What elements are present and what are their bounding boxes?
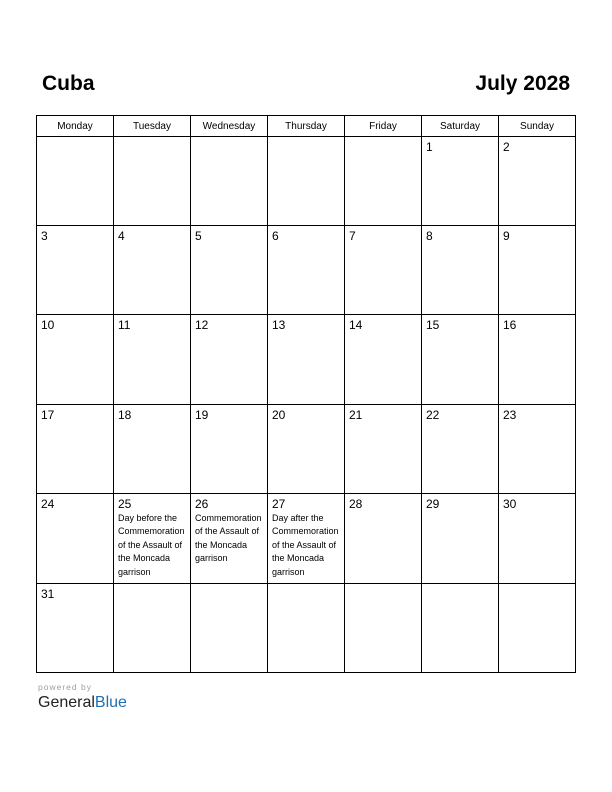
brand-blue: Blue [94,694,127,711]
day-cell [114,226,191,315]
day-cell [422,583,499,672]
day-cell [499,583,576,672]
week-row [37,493,576,583]
day-number: 18 [118,407,132,422]
day-cell [499,493,576,583]
day-cell [422,137,499,226]
day-cell [268,315,345,404]
day-number: 29 [426,496,440,511]
day-cell [499,315,576,404]
day-number: 28 [349,496,363,511]
day-cell [345,137,422,226]
day-number: 7 [349,229,356,244]
day-number: 17 [41,407,55,422]
day-cell [37,137,114,226]
day-number: 16 [503,318,517,333]
brand-logo [38,694,127,712]
day-cell [114,137,191,226]
day-number: 24 [41,496,55,511]
day-cell [191,315,268,404]
day-number: 19 [195,407,209,422]
day-cell [345,226,422,315]
day-number: 2 [503,140,510,154]
day-cell [422,226,499,315]
day-number: 10 [41,318,55,333]
day-number: 15 [426,318,440,333]
day-cell [114,583,191,672]
day-cell [37,583,114,672]
week-row [37,315,576,404]
week-row [37,404,576,493]
day-cell [268,404,345,493]
weekday-header-row [37,116,576,137]
holiday-label: Day after the Commemoration of the Assault of the Moncada garrison [272,512,339,577]
day-cell [37,315,114,404]
day-number: 25 [118,496,132,511]
holiday-label: Commemoration of the Assault of the Moncada garrison [195,512,262,564]
day-number: 27 [272,496,286,511]
calendar-grid [36,115,576,673]
day-cell [499,404,576,493]
day-cell [37,404,114,493]
day-cell [191,404,268,493]
powered-by-text: powered by [38,682,92,692]
week-row [37,583,576,672]
week-row [37,226,576,315]
day-number: 11 [118,318,131,333]
day-cell [422,493,499,583]
day-number: 22 [426,407,440,422]
weekday-header: Tuesday [114,116,191,137]
day-number: 21 [349,407,363,422]
day-cell [191,493,268,583]
weekday-header: Saturday [422,116,499,137]
month-title: July 2028 [475,72,570,95]
day-cell [37,493,114,583]
weekday-header: Monday [37,116,114,137]
day-cell [345,493,422,583]
day-cell [191,583,268,672]
day-number: 4 [118,229,125,244]
day-cell [422,315,499,404]
day-cell [345,315,422,404]
day-number: 1 [426,140,433,154]
day-number: 14 [349,318,363,333]
country-title: Cuba [42,72,95,95]
week-row [37,137,576,226]
day-number: 23 [503,407,517,422]
day-number: 9 [503,229,510,244]
day-cell [499,137,576,226]
weekday-header: Friday [345,116,422,137]
brand-general: General [38,694,95,711]
footer-brand [38,682,127,712]
weekday-header: Wednesday [191,116,268,137]
day-number: 8 [426,229,433,244]
holiday-label: Day before the Commemoration of the Assault of the Moncada garrison [118,512,185,577]
day-cell [268,583,345,672]
day-cell [268,226,345,315]
day-number: 13 [272,318,286,333]
weekday-header: Thursday [268,116,345,137]
day-cell [37,226,114,315]
day-cell [345,404,422,493]
day-cell [422,404,499,493]
weekday-header: Sunday [499,116,576,137]
day-cell [268,137,345,226]
day-number: 30 [503,496,517,511]
day-number: 12 [195,318,209,333]
day-number: 26 [195,496,209,511]
day-number: 6 [272,229,279,244]
day-cell [114,404,191,493]
day-number: 3 [41,229,48,244]
day-cell [114,493,191,583]
day-cell [114,315,191,404]
day-number: 31 [41,586,55,601]
day-cell [345,583,422,672]
day-cell [499,226,576,315]
day-cell [191,137,268,226]
day-number: 20 [272,407,286,422]
day-cell [191,226,268,315]
day-number: 5 [195,229,202,244]
day-cell [268,493,345,583]
